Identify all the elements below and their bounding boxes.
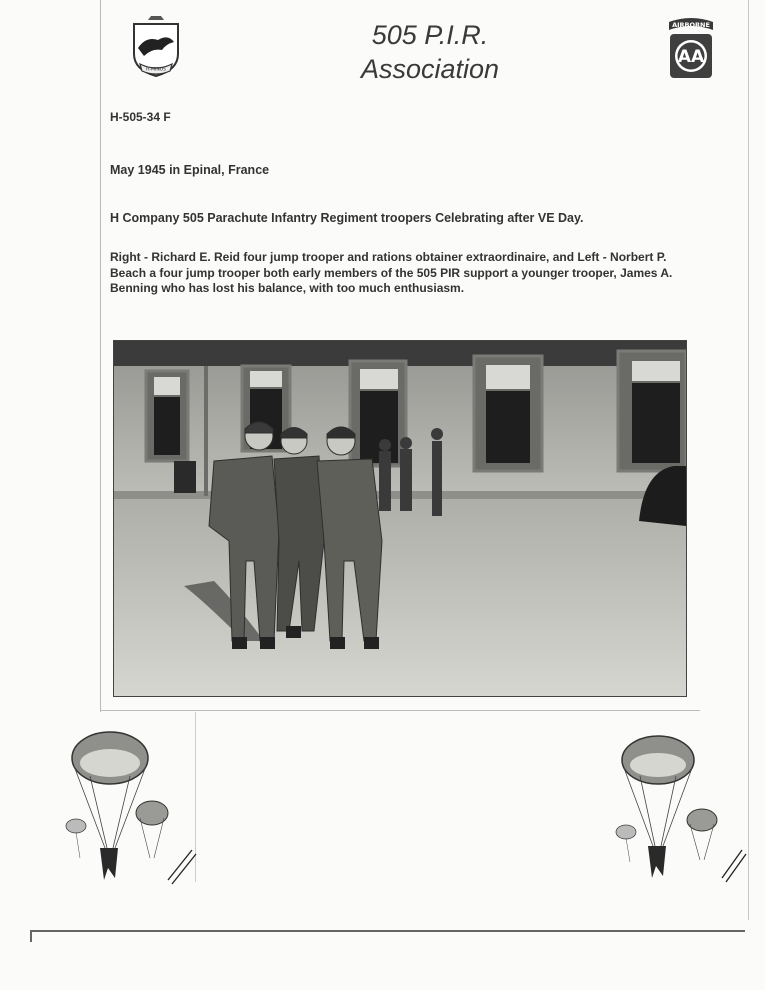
photo-caption: Right - Richard E. Reid four jump trooper and rations obtainer extraordinaire, and Left - Norbert P. Beach a four jump trooper both early members of the 505 PIR support a younger trooper, James A. Benning who has lost his balance, with too much enthusiasm.	[110, 250, 673, 295]
regimental-crest-icon	[130, 14, 182, 80]
parachutists-icon	[60, 718, 200, 888]
footer-rule-tick	[30, 930, 32, 942]
right-margin-rule	[748, 0, 749, 920]
bottom-divider	[100, 710, 700, 711]
historical-photograph-icon	[113, 340, 687, 697]
82nd-airborne-patch-icon	[666, 12, 716, 82]
title-line-1: 505 P.I.R.	[371, 20, 489, 50]
document-reference: H-505-34 F	[110, 110, 171, 124]
svg-text:AA: AA	[677, 47, 705, 67]
svg-text:AIRBORNE: AIRBORNE	[672, 21, 710, 29]
footer-rule	[30, 930, 745, 932]
parachutists-icon	[608, 728, 748, 888]
photo-headline: H Company 505 Parachute Infantry Regiment troopers Celebrating after VE Day.	[110, 211, 584, 225]
date-place: May 1945 in Epinal, France	[110, 163, 270, 177]
left-margin-rule	[100, 0, 101, 712]
svg-text:H-MINUS: H-MINUS	[146, 67, 166, 73]
page-title	[330, 18, 530, 86]
title-line-2: Association	[360, 54, 500, 84]
